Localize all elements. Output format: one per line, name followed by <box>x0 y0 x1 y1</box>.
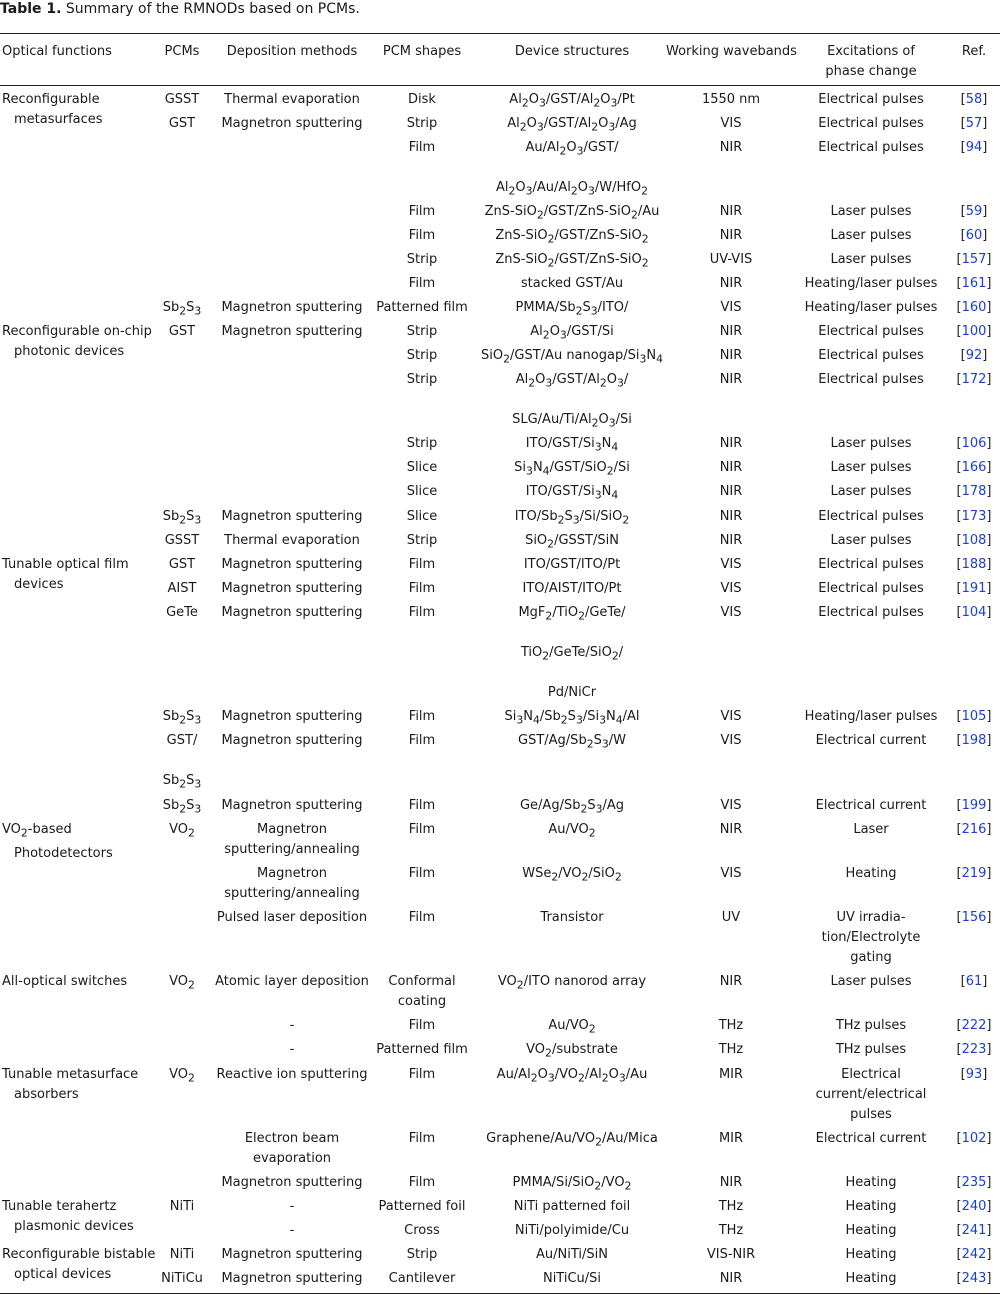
device-structure-cell: $Au/VO_2$ <box>548 822 596 840</box>
excitation-cell: UV irradia- tion/Electrolyte gating <box>821 910 921 965</box>
excitation-cell: Electrical pulses <box>818 92 924 107</box>
pcm-shape-cell: Film <box>408 910 436 925</box>
citation-link: 198 <box>961 733 987 748</box>
device-structure-cell: ITO/AIST/ITO/Pt <box>522 581 622 596</box>
device-structure-cell: SiO$_2$/GST/Au nanogap/$Si_3N_4$ <box>481 348 663 366</box>
pcm-shape-cell: Film <box>408 605 436 620</box>
excitation-cell: Laser pulses <box>830 533 912 548</box>
device-structure-cell: $Al_2O_3/GST/Al_2O_3/Ag$ <box>507 116 637 134</box>
citation-link: 235 <box>961 1175 987 1190</box>
working-waveband-cell: VIS <box>720 300 742 315</box>
ref-cell[interactable]: [104] <box>956 605 992 620</box>
ref-cell[interactable]: [92] <box>960 348 988 363</box>
pcm-cell: $VO_2$ <box>169 1067 195 1085</box>
pcm-cell: GSST <box>164 92 200 107</box>
citation-link: 240 <box>961 1199 987 1214</box>
citation-link: 106 <box>961 436 987 451</box>
pcm-shape-cell: Strip <box>406 1247 438 1262</box>
device-structure-cell: $Au/VO_2$ <box>548 1018 596 1036</box>
pcm-shape-cell: Strip <box>406 372 438 387</box>
ref-cell[interactable]: [94] <box>960 140 988 155</box>
ref-cell[interactable]: [100] <box>956 324 992 339</box>
excitation-cell: Heating <box>845 1271 897 1286</box>
pcm-shape-cell: Slice <box>406 484 438 499</box>
device-structure-cell: NiTiCu/Si <box>542 1271 602 1286</box>
pcm-cell: $VO_2$ <box>169 822 195 840</box>
excitation-cell: Laser pulses <box>830 204 912 219</box>
ref-cell[interactable]: [161] <box>956 276 992 291</box>
deposition-method-cell: Magnetron sputtering <box>221 509 363 524</box>
device-structure-cell: $VO_2$/ITO nanorod array <box>497 974 647 992</box>
device-structure-cell: $Ge/Ag/Sb_2S_3/Ag$ <box>519 798 625 816</box>
working-waveband-cell: NIR <box>719 533 743 548</box>
device-structure-cell: NiTi patterned foil <box>513 1199 631 1214</box>
excitation-cell: Electrical pulses <box>818 372 924 387</box>
excitation-cell: Electrical pulses <box>818 605 924 620</box>
pcm-shape-cell: Film <box>408 140 436 155</box>
working-waveband-cell: VIS <box>720 866 742 881</box>
working-waveband-cell: NIR <box>719 436 743 451</box>
ref-cell[interactable]: [93] <box>960 1067 988 1082</box>
citation-link: 219 <box>961 866 987 881</box>
device-structure-cell: PMMA/$Si/SiO_2/VO_2$ <box>512 1175 632 1193</box>
deposition-method-cell: Atomic layer deposition <box>215 974 369 989</box>
pcm-shape-cell: Film <box>408 557 436 572</box>
working-waveband-cell: NIR <box>719 348 743 363</box>
deposition-method-cell: Magnetron sputtering/annealing <box>224 822 360 857</box>
citation-link: 59 <box>965 204 983 219</box>
excitation-cell: Electrical pulses <box>818 140 924 155</box>
working-waveband-cell: VIS <box>720 709 742 724</box>
working-waveband-cell: VIS-NIR <box>706 1247 756 1262</box>
deposition-method-cell: Magnetron sputtering <box>221 733 363 748</box>
pcm-cell: NiTi <box>169 1199 195 1214</box>
device-structure-cell: stacked GST/Au <box>520 276 624 291</box>
citation-link: 104 <box>961 605 987 620</box>
pcm-shape-cell: Film <box>408 276 436 291</box>
pcm-cell: $Sb_2S_3$ <box>162 798 202 816</box>
working-waveband-cell: NIR <box>719 484 743 499</box>
header-pcm-shapes: PCM shapes <box>382 44 462 59</box>
device-structure-cell: $Si_3N_4/GST/SiO_2/Si$ <box>514 460 630 478</box>
pcm-cell: NiTi <box>169 1247 195 1262</box>
pcm-shape-cell: Film <box>408 581 436 596</box>
working-waveband-cell: VIS <box>720 116 742 131</box>
pcm-shape-cell: Strip <box>406 252 438 267</box>
pcm-cell: $Sb_2S_3$ <box>162 509 202 527</box>
working-waveband-cell: MIR <box>718 1067 744 1082</box>
pcm-shape-cell: Strip <box>406 348 438 363</box>
pcm-shape-cell: Film <box>408 822 436 837</box>
pcm-shape-cell: Slice <box>406 460 438 475</box>
working-waveband-cell: VIS <box>720 581 742 596</box>
citation-link: 93 <box>965 1067 983 1082</box>
citation-link: 222 <box>961 1018 987 1033</box>
caption-text: Summary of the RMNODs based on PCMs. <box>61 1 360 17</box>
ref-cell[interactable]: [222] <box>956 1018 992 1033</box>
excitation-cell: Electrical current <box>815 1131 927 1146</box>
pcm-shape-cell: Cross <box>404 1223 440 1238</box>
working-waveband-cell: NIR <box>719 140 743 155</box>
table-caption <box>0 1 360 17</box>
citation-link: 173 <box>961 509 987 524</box>
pcm-shape-cell: Film <box>408 1175 436 1190</box>
ref-cell[interactable]: [57] <box>960 116 988 131</box>
header-working-wavebands: Working wavebands <box>666 44 797 59</box>
optical-function-cell: Tunable metasurface absorbers <box>2 1067 139 1102</box>
working-waveband-cell: NIR <box>719 1175 743 1190</box>
device-structure-cell: ZnS-SiO$_2$/GST/ZnS-SiO$_2$ <box>495 228 649 246</box>
ref-cell[interactable]: [240] <box>956 1199 992 1214</box>
optical-function-cell: Reconfigurable bistable optical devices <box>2 1247 156 1282</box>
ref-cell[interactable]: [235] <box>956 1175 992 1190</box>
header-pcms: PCMs <box>164 44 200 59</box>
device-structure-cell: ITO/$GST/Si_3N_4$ <box>525 436 619 454</box>
optical-function-cell: Tunable optical film devices <box>2 557 129 592</box>
device-structure-cell: PMMA/$Sb_2S_3/ITO/$ <box>515 300 629 318</box>
deposition-method-cell: Electron beam evaporation <box>244 1131 340 1166</box>
citation-link: 156 <box>961 910 987 925</box>
deposition-method-cell: - <box>289 1223 295 1238</box>
citation-link: 57 <box>965 116 983 131</box>
device-structure-cell: ZnS-SiO$_2$/GST/ZnS-SiO$_2$/Au <box>484 204 660 222</box>
excitation-cell: Heating <box>845 1199 897 1214</box>
ref-cell[interactable]: [59] <box>960 204 988 219</box>
device-structure-cell: SLG/$Au/Ti/Al_2O_3/Si$ <box>512 412 632 430</box>
device-structure-cell: Pd/NiCr <box>547 685 597 700</box>
pcm-cell: AIST <box>167 581 197 596</box>
ref-cell[interactable]: [198] <box>956 733 992 748</box>
ref-cell[interactable]: [102] <box>956 1131 992 1146</box>
working-waveband-cell: NIR <box>719 228 743 243</box>
excitation-cell: Heating/laser pulses <box>804 709 938 724</box>
deposition-method-cell: Magnetron sputtering/annealing <box>224 866 360 901</box>
deposition-method-cell: - <box>289 1199 295 1214</box>
excitation-cell: Laser pulses <box>830 252 912 267</box>
pcm-shape-cell: Conformal coating <box>388 974 456 1009</box>
ref-cell[interactable]: [108] <box>956 533 992 548</box>
pcm-shape-cell: Strip <box>406 116 438 131</box>
deposition-method-cell: Magnetron sputtering <box>221 1271 363 1286</box>
working-waveband-cell: MIR <box>718 1131 744 1146</box>
deposition-method-cell: Pulsed laser deposition <box>216 910 368 925</box>
pcm-shape-cell: Film <box>408 1131 436 1146</box>
citation-link: 61 <box>965 974 983 989</box>
excitation-cell: Laser pulses <box>830 484 912 499</box>
device-structure-cell: GST/$Ag/Sb_2S_3/W$ <box>518 733 626 751</box>
header-excitations: Excitations of phase change <box>825 44 917 79</box>
deposition-method-cell: Magnetron sputtering <box>221 1247 363 1262</box>
header-device-structures: Device structures <box>514 44 630 59</box>
working-waveband-cell: VIS <box>720 557 742 572</box>
ref-cell[interactable]: [60] <box>960 228 988 243</box>
caption-label: Table 1. <box>0 1 62 17</box>
optical-function-cell: Tunable terahertz plasmonic devices <box>2 1199 134 1234</box>
deposition-method-cell: Magnetron sputtering <box>221 798 363 813</box>
citation-link: 94 <box>965 140 983 155</box>
device-structure-cell: $Au/Al_2O_3/VO_2/Al_2O_3/Au$ <box>496 1067 648 1085</box>
excitation-cell: Laser pulses <box>830 436 912 451</box>
ref-cell[interactable]: [157] <box>956 252 992 267</box>
device-structure-cell: Au/NiTi/SiN <box>536 1247 608 1262</box>
pcm-shape-cell: Film <box>408 204 436 219</box>
ref-cell[interactable]: [242] <box>956 1247 992 1262</box>
pcm-shape-cell: Strip <box>406 324 438 339</box>
pcm-cell: GST <box>168 116 196 131</box>
working-waveband-cell: VIS <box>720 733 742 748</box>
excitation-cell: Electrical pulses <box>818 116 924 131</box>
deposition-method-cell: Magnetron sputtering <box>221 709 363 724</box>
excitation-cell: Laser <box>853 822 889 837</box>
ref-cell[interactable]: [156] <box>956 910 992 925</box>
citation-link: 178 <box>961 484 987 499</box>
device-structure-cell: $Al_2O_3/GST/Al_2O_3/$ <box>515 372 629 390</box>
working-waveband-cell: NIR <box>719 974 743 989</box>
citation-link: 102 <box>961 1131 987 1146</box>
deposition-method-cell: Magnetron sputtering <box>221 300 363 315</box>
optical-function-cell: Reconfigurable metasurfaces <box>2 92 103 127</box>
working-waveband-cell: THz <box>718 1042 744 1057</box>
excitation-cell: Electrical current/electrical pulses <box>815 1067 927 1122</box>
excitation-cell: Electrical pulses <box>818 509 924 524</box>
pcm-shape-cell: Strip <box>406 436 438 451</box>
device-structure-cell: $Al_2O_3/GST/Al_2O_3/Pt$ <box>509 92 635 110</box>
ref-cell[interactable]: [243] <box>956 1271 992 1286</box>
citation-link: 161 <box>961 276 987 291</box>
excitation-cell: Heating/laser pulses <box>804 300 938 315</box>
working-waveband-cell: NIR <box>719 1271 743 1286</box>
citation-link: 241 <box>961 1223 987 1238</box>
ref-cell[interactable]: [105] <box>956 709 992 724</box>
device-structure-cell: Graphene/$Au/VO_2/Au$/Mica <box>486 1131 658 1149</box>
header-optical-functions: Optical functions <box>2 44 112 59</box>
excitation-cell: THz pulses <box>835 1042 907 1057</box>
working-waveband-cell: VIS <box>720 605 742 620</box>
pcm-shape-cell: Film <box>408 709 436 724</box>
device-structure-cell: $Si_3N_4/Sb_2S_3/Si_3N_4/Al$ <box>504 709 640 727</box>
deposition-method-cell: Magnetron sputtering <box>221 324 363 339</box>
optical-function-cell: Reconfigurable on-chip photonic devices <box>2 324 152 359</box>
excitation-cell: Laser pulses <box>830 228 912 243</box>
excitation-cell: Heating <box>845 1175 897 1190</box>
pcm-cell: GSST <box>164 533 200 548</box>
pcm-shape-cell: Strip <box>406 533 438 548</box>
pcm-shape-cell: Disk <box>408 92 436 107</box>
deposition-method-cell: Magnetron sputtering <box>221 605 363 620</box>
ref-cell[interactable]: [160] <box>956 300 992 315</box>
device-structure-cell: ZnS-SiO$_2$/GST/ZnS-SiO$_2$ <box>495 252 649 270</box>
pcm-shape-cell: Film <box>408 798 436 813</box>
pcm-cell: $Sb_2S_3$ <box>162 773 202 791</box>
device-structure-cell: Transistor <box>540 910 604 925</box>
device-structure-cell: $WSe_2/VO_2/SiO_2$ <box>522 866 622 884</box>
pcm-shape-cell: Patterned foil <box>378 1199 466 1214</box>
top-rule <box>0 33 1000 34</box>
pcm-shape-cell: Film <box>408 1067 436 1082</box>
working-waveband-cell: NIR <box>719 822 743 837</box>
citation-link: 92 <box>965 348 983 363</box>
bottom-rule <box>0 1293 1000 1294</box>
pcm-shape-cell: Film <box>408 228 436 243</box>
working-waveband-cell: NIR <box>719 372 743 387</box>
ref-cell[interactable]: [241] <box>956 1223 992 1238</box>
excitation-cell: Laser pulses <box>830 460 912 475</box>
citation-link: 172 <box>961 372 987 387</box>
working-waveband-cell: NIR <box>719 509 743 524</box>
ref-cell[interactable]: [223] <box>956 1042 992 1057</box>
working-waveband-cell: THz <box>718 1223 744 1238</box>
device-structure-cell: $VO_2$/substrate <box>526 1042 618 1060</box>
pcm-shape-cell: Patterned film <box>376 1042 468 1057</box>
pcm-shape-cell: Slice <box>406 509 438 524</box>
ref-cell[interactable]: [216] <box>956 822 992 837</box>
citation-link: 216 <box>961 822 987 837</box>
working-waveband-cell: NIR <box>719 324 743 339</box>
pcm-shape-cell: Film <box>408 866 436 881</box>
citation-link: 199 <box>961 798 987 813</box>
device-structure-cell: ITO/$Sb_2S_3/Si/SiO_2$ <box>514 509 630 527</box>
ref-cell[interactable]: [219] <box>956 866 992 881</box>
ref-cell[interactable]: [166] <box>956 460 992 475</box>
ref-cell[interactable]: [178] <box>956 484 992 499</box>
pcm-cell: $VO_2$ <box>169 974 195 992</box>
device-structure-cell: SiO$_2$/GSST/SiN <box>525 533 619 551</box>
excitation-cell: Electrical pulses <box>818 348 924 363</box>
device-structure-cell: $Al_2O_3/Au/Al_2O_3/W/HfO_2$ <box>495 180 649 198</box>
citation-link: 100 <box>961 324 987 339</box>
pcm-cell: GeTe <box>166 605 198 620</box>
deposition-method-cell: Magnetron sputtering <box>221 1175 363 1190</box>
excitation-cell: Electrical current <box>815 798 927 813</box>
excitation-cell: Heating <box>845 1223 897 1238</box>
excitation-cell: Heating/laser pulses <box>804 276 938 291</box>
citation-link: 191 <box>961 581 987 596</box>
excitation-cell: Electrical pulses <box>818 324 924 339</box>
excitation-cell: Electrical pulses <box>818 581 924 596</box>
pcm-cell: GST <box>168 324 196 339</box>
ref-cell[interactable]: [188] <box>956 557 992 572</box>
ref-cell[interactable]: [58] <box>960 92 988 107</box>
device-structure-cell: ITO/$GST/Si_3N_4$ <box>525 484 619 502</box>
excitation-cell: Laser pulses <box>830 974 912 989</box>
pcm-shape-cell: Film <box>408 1018 436 1033</box>
deposition-method-cell: Magnetron sputtering <box>221 557 363 572</box>
working-waveband-cell: 1550 nm <box>701 92 761 107</box>
ref-cell[interactable]: [172] <box>956 372 992 387</box>
deposition-method-cell: Reactive ion sputtering <box>216 1067 368 1082</box>
deposition-method-cell: Thermal evaporation <box>224 92 360 107</box>
deposition-method-cell: Magnetron sputtering <box>221 581 363 596</box>
pcm-cell: $Sb_2S_3$ <box>162 300 202 318</box>
ref-cell[interactable]: [61] <box>960 974 988 989</box>
ref-cell[interactable]: [199] <box>956 798 992 813</box>
pcm-cell: NiTiCu <box>161 1271 203 1286</box>
device-structure-cell: ITO/GST/ITO/Pt <box>523 557 621 572</box>
header-rule <box>0 85 1000 86</box>
deposition-method-cell: - <box>289 1042 295 1057</box>
excitation-cell: Heating <box>845 866 897 881</box>
working-waveband-cell: THz <box>718 1018 744 1033</box>
device-structure-cell: NiTi/polyimide/Cu <box>514 1223 630 1238</box>
device-structure-cell: $Au/Al_2O_3/GST/$ <box>525 140 619 158</box>
ref-cell[interactable]: [173] <box>956 509 992 524</box>
pcm-cell: $Sb_2S_3$ <box>162 709 202 727</box>
citation-link: 60 <box>965 228 983 243</box>
citation-link: 188 <box>961 557 987 572</box>
working-waveband-cell: UV <box>721 910 741 925</box>
pcm-shape-cell: Cantilever <box>388 1271 456 1286</box>
excitation-cell: Electrical current <box>815 733 927 748</box>
citation-link: 223 <box>961 1042 987 1057</box>
citation-link: 157 <box>961 252 987 267</box>
excitation-cell: Heating <box>845 1247 897 1262</box>
working-waveband-cell: THz <box>718 1199 744 1214</box>
pcm-cell: GST <box>168 557 196 572</box>
working-waveband-cell: NIR <box>719 204 743 219</box>
header-deposition-methods: Deposition methods <box>226 44 358 59</box>
pcm-cell: GST/ <box>166 733 198 748</box>
citation-link: 105 <box>961 709 987 724</box>
device-structure-cell: MgF$_2$/TiO$_2$/GeTe/ <box>518 605 626 623</box>
citation-link: 160 <box>961 300 987 315</box>
excitation-cell: THz pulses <box>835 1018 907 1033</box>
citation-link: 166 <box>961 460 987 475</box>
citation-link: 108 <box>961 533 987 548</box>
deposition-method-cell: Magnetron sputtering <box>221 116 363 131</box>
ref-cell[interactable]: [191] <box>956 581 992 596</box>
device-structure-cell: $Al_2O_3/GST/Si$ <box>530 324 614 342</box>
optical-function-cell: All-optical switches <box>2 974 128 989</box>
working-waveband-cell: NIR <box>719 460 743 475</box>
device-structure-cell: TiO$_2$/GeTe/SiO$_2$/ <box>520 645 624 663</box>
ref-cell[interactable]: [106] <box>956 436 992 451</box>
citation-link: 243 <box>961 1271 987 1286</box>
pcm-shape-cell: Patterned film <box>376 300 468 315</box>
citation-link: 58 <box>965 92 983 107</box>
deposition-method-cell: Thermal evaporation <box>224 533 360 548</box>
citation-link: 242 <box>961 1247 987 1262</box>
deposition-method-cell: - <box>289 1018 295 1033</box>
pcm-shape-cell: Film <box>408 733 436 748</box>
working-waveband-cell: NIR <box>719 276 743 291</box>
excitation-cell: Electrical pulses <box>818 557 924 572</box>
working-waveband-cell: UV-VIS <box>709 252 753 267</box>
working-waveband-cell: VIS <box>720 798 742 813</box>
header-ref: Ref. <box>961 44 987 59</box>
optical-function-cell: $VO_2$-based Photodetectors <box>2 822 113 861</box>
